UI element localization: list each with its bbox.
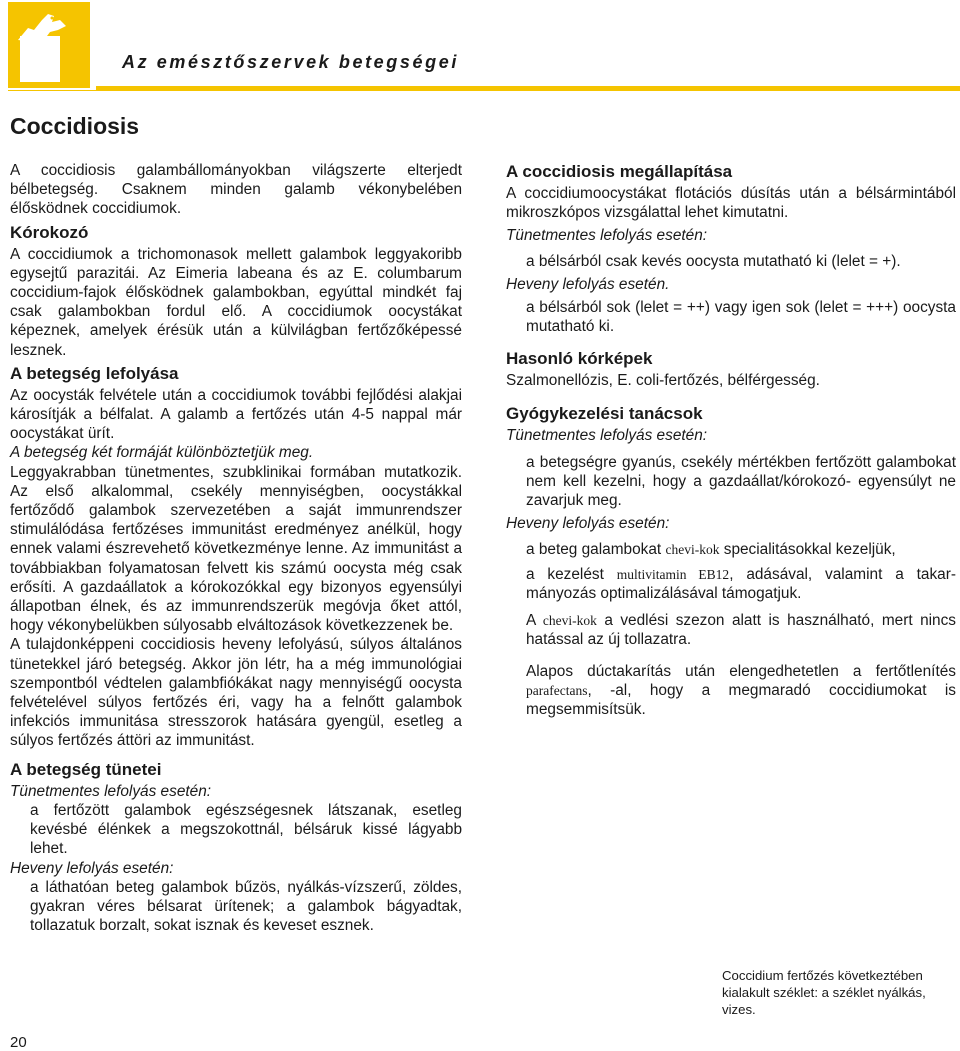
gy-item-3-c: a vedlési szezon alatt is használható, mert nincs hatással az új tollazatra. [526,612,956,649]
gy-item-4-c: , -al, hogy a megmaradó coccidiumokat is megsemmisítsük. [526,681,956,719]
gy-tunetmentes-text: a betegségre gyanús, csekély mértékben fertőzött galambokat nem kell kezelni, hogy a gazdaállat/kórokozó- egyensúlyt ne zavarjuk meg. [526,453,956,510]
hasonlo-text: Szalmonellózis, E. coli-fertőzés, bélférgesség. [506,372,820,390]
lefolyas-paragraph-3: A tulajdonképpeni coccidiosis heveny lefolyású, súlyos általános tünetekkel járó betegség. Akkor jön létr, ha a még immunológiai szempontból védtelen galambfiókákat nagy mennyiségű oocysta felvételével súlyos fertőzés éri, vagy ha a felnőtt galambok infekciós immunitása stresszorok hatására gyengül, esetleg a súlyos fertőzés áttöri az immunitást. [10,636,462,750]
heading-lefolyas: A betegség lefolyása [10,363,179,383]
gy-item-1-c: specialitásokkal kezeljük, [719,540,896,558]
korokozo-paragraph: A coccidiumok a trichomonasok mellett galambok leggyakoribb egysejtű parazitái. Az Eimeria labeana és az E. columbarum coccidium-fajok élősködnek galambokban, egyúttal mindkét faj csak galambokban fordul elő. A coccidiumok oocystákat képeznek, amelyek érésük után a külvilágban fertőzőképessé lesznek. [10,245,462,359]
diag-tunetmentes-label: Tünetmentes lefolyás esetén: [506,227,708,245]
product-chevi-kok-2: chevi-kok [542,613,597,629]
lefolyas-paragraph-1: Az oocysták felvétele után a coccidiumok további fejlődési alakjai károsítják a bélfalat. A galamb a fertőzés után 4-5 nappal már oocystákat ürít. [10,386,462,443]
gy-item-2-c: , adásával, valamint a takarmányozás optimalizálásával támogatjuk. [526,565,956,603]
heading-hasonlo: Hasonló kórképek [506,349,653,369]
diag-heveny-text: a bélsárból sok (lelet = ++) vagy igen sok (lelet = +++) oocysta mutatható ki. [526,299,956,336]
gy-item-4-a: Alapos dúctakarítás után elengedhetetlen a fertőtlenítés [526,662,956,680]
gy-item-2-a: a kezelést [526,565,617,583]
gy-item-1-a: a beteg galambokat [526,540,666,558]
lefolyas-paragraph-2: Leggyakrabban tünetmentes, szubklinikai formában mutatkozik. Az első alkalommal, csekély mennyiségben, oocystákkal fertőződő galambok szervezetében a saját immunrendszer stimulálódása fertőzéses immunitást eredményez anélkül, hogy ennek valami észrevehető következménye lenne. Az immunitást a továbbiakban folyamatosan felvett kis számú oocysta még csak erősíti. A gazdaállatok a kórokozókkal egy bizonyos egyensúlyi állapotban élnek, és az immunrendszerük megóvja őket attól, hogy vékonybelükben súlyosabb elváltozások következzenek be. [10,463,462,635]
header-rule-thin [8,90,960,91]
diag-tunetmentes-text: a bélsárból csak kevés oocysta mutatható ki (lelet = +). [526,252,901,270]
heveny-label: Heveny lefolyás esetén: [10,859,174,877]
page-number: 20 [10,1034,27,1051]
publisher-logo [8,2,90,88]
gy-tunetmentes-label: Tünetmentes lefolyás esetén: [506,426,708,444]
tunetmentes-text: a fertőzött galambok egészségesnek látszanak, esetleg kevésbé élénkek a megszokottnál, bélsáruk kissé lágyabb lehet. [30,801,462,858]
heading-gyogykezeles: Gyógykezelési tanácsok [506,403,703,423]
diag-heveny-label: Heveny lefolyás esetén. [506,275,670,293]
heading-korokozo: Kórokozó [10,222,89,242]
chapter-title: Az emésztőszervek betegségei [122,52,459,72]
gy-item-2 [506,565,956,603]
intro-paragraph: A coccidiosis galambállományokban világszerte elterjedt bélbetegség. Csaknem minden galamb vékonybelében élősködnek coccidiumok. [10,162,462,218]
gy-item-4 [506,662,956,720]
right-column [506,161,956,719]
product-chevi-kok: chevi-kok [665,541,720,557]
product-multivitamin: multivitamin EB12 [616,566,730,582]
heading-megallapitasa: A coccidiosis megállapítása [506,162,733,181]
left-column [10,161,462,935]
gy-item-3-a: A [526,612,543,630]
heading-tunetei: A betegség tünetei [10,759,162,779]
heveny-text: a láthatóan beteg galambok bűzös, nyálkás-vízszerű, zöldes, gyakran véres bélsarat ürítenek; a galambok bágyadtak, tollazatuk borzalt, sokat isznak és keveset esznek. [30,878,462,935]
lefolyas-italic: A betegség két formáját különböztetjük meg. [10,444,314,462]
image-caption: Coccidium fertőzés következtében kialakult széklet: a széklet nyálkás, vizes. [722,968,926,1017]
product-parafectans: parafectans [526,682,588,698]
logo-letter-block [20,36,60,82]
tunetmentes-label: Tünetmentes lefolyás esetén: [10,782,212,800]
gy-item-1 [506,540,956,559]
gy-item-3 [506,611,956,649]
gy-heveny-label: Heveny lefolyás esetén: [506,515,670,533]
topic-title: Coccidiosis [10,113,140,139]
megallapitasa-paragraph: A coccidiumoocystákat flotációs dúsítás után a bélsármintából mikroszkópos vizsgálattal lehet kimutatni. [506,185,956,222]
